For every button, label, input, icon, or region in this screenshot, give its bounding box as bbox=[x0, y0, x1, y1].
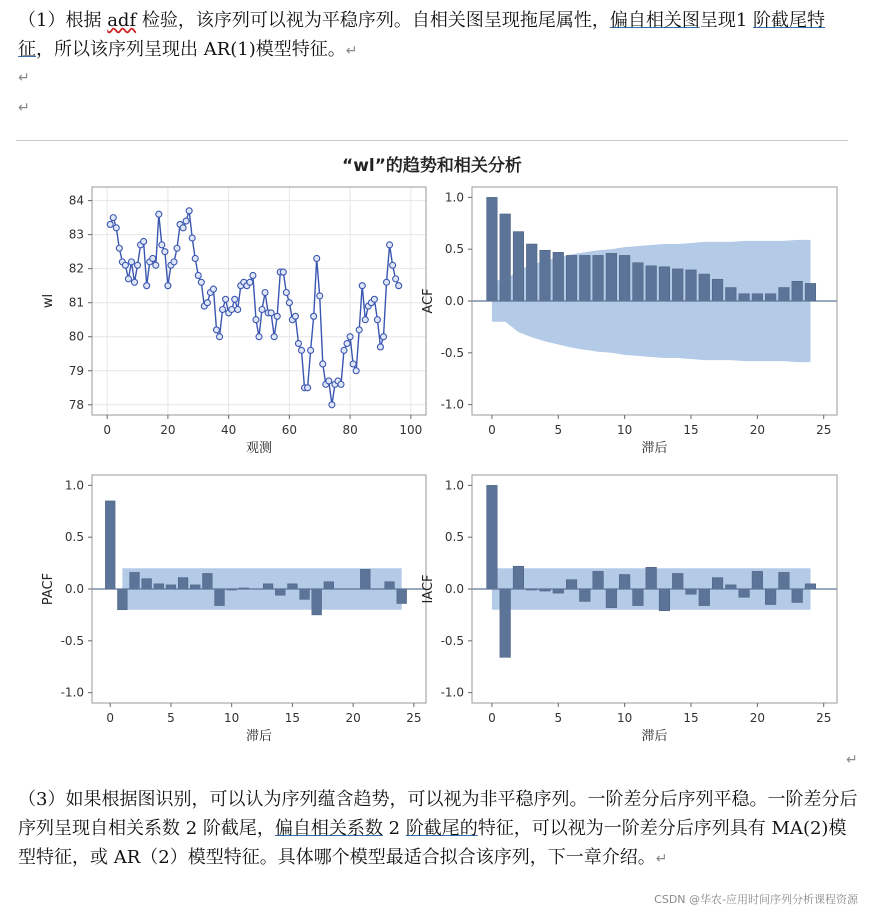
x-tick-label: 25 bbox=[406, 711, 422, 725]
paragraph-1-text-b: 检验，该序列可以视为平稳序列。自相关图呈现拖尾属性， bbox=[136, 10, 610, 31]
bar bbox=[487, 197, 498, 301]
data-point bbox=[344, 341, 350, 347]
underlined-term-pacf[interactable]: 偏自相关图 bbox=[609, 10, 700, 31]
bar bbox=[130, 572, 140, 589]
bar bbox=[385, 582, 395, 589]
data-point bbox=[305, 385, 311, 391]
data-point bbox=[198, 279, 204, 285]
paragraph-1-text-c: 呈现1 bbox=[699, 10, 754, 31]
data-point bbox=[162, 249, 168, 255]
bar bbox=[646, 266, 657, 301]
bar bbox=[513, 566, 524, 589]
bar bbox=[190, 585, 200, 589]
data-point bbox=[153, 262, 159, 268]
bar bbox=[263, 584, 273, 589]
x-axis-label: 滞后 bbox=[245, 729, 273, 744]
x-tick-label: 5 bbox=[554, 711, 563, 725]
bar bbox=[215, 589, 225, 606]
data-point bbox=[113, 225, 119, 231]
bar bbox=[779, 288, 790, 301]
return-mark: ↵ bbox=[18, 100, 30, 116]
data-point bbox=[317, 293, 323, 299]
bar bbox=[580, 589, 591, 601]
y-tick-label: 78 bbox=[68, 397, 84, 412]
bar bbox=[105, 501, 115, 589]
x-tick-label: 10 bbox=[616, 423, 633, 437]
data-point bbox=[210, 286, 216, 292]
data-point bbox=[341, 347, 347, 353]
data-point bbox=[183, 218, 189, 224]
data-point bbox=[329, 402, 335, 408]
data-point bbox=[253, 317, 259, 323]
y-tick-label: 1.0 bbox=[444, 190, 464, 205]
data-point bbox=[229, 307, 235, 313]
x-tick-label: 20 bbox=[345, 711, 361, 725]
data-point bbox=[320, 361, 326, 367]
bar bbox=[619, 574, 630, 589]
data-point bbox=[195, 272, 201, 278]
y-axis-label: PACF bbox=[41, 572, 56, 606]
y-axis-label: IACF bbox=[421, 574, 436, 604]
pacf-plot-panel bbox=[41, 475, 426, 744]
bar bbox=[699, 589, 710, 606]
bar bbox=[142, 579, 152, 589]
bar bbox=[779, 572, 790, 589]
paragraph-3-text-c: 特征，可以视为一阶差分后序列具有 MA(2)模型特征，或 AR（2）模型特征。具体哪个模型最适合拟合该序列，下一章介绍。 bbox=[18, 818, 847, 868]
data-point bbox=[132, 279, 138, 285]
data-point bbox=[122, 262, 128, 268]
data-point bbox=[347, 334, 353, 340]
bar bbox=[487, 485, 498, 589]
y-tick-label: -1.0 bbox=[60, 685, 84, 700]
data-point bbox=[235, 307, 241, 313]
bar bbox=[324, 582, 334, 589]
data-point bbox=[396, 283, 402, 289]
data-point bbox=[150, 255, 156, 261]
data-point bbox=[353, 368, 359, 374]
bar bbox=[397, 589, 407, 604]
bar bbox=[699, 274, 710, 301]
paragraph-3-text-b: 2 bbox=[382, 818, 406, 839]
data-point bbox=[141, 238, 147, 244]
x-tick-label: 0 bbox=[106, 711, 115, 725]
data-point bbox=[186, 208, 192, 214]
data-point bbox=[268, 310, 274, 316]
x-tick-label: 40 bbox=[220, 423, 237, 437]
data-point bbox=[350, 361, 356, 367]
x-tick-label: 60 bbox=[281, 423, 298, 437]
x-tick-label: 0 bbox=[488, 423, 496, 437]
bar bbox=[792, 589, 803, 602]
y-tick-label: 83 bbox=[68, 227, 84, 242]
bar bbox=[360, 569, 370, 589]
bar bbox=[526, 244, 537, 301]
data-point bbox=[256, 334, 262, 340]
bar bbox=[792, 281, 803, 301]
x-axis-label: 滞后 bbox=[641, 441, 668, 456]
return-mark: ↵ bbox=[655, 851, 668, 867]
data-point bbox=[295, 341, 301, 347]
y-tick-label: 0.0 bbox=[64, 582, 84, 596]
x-tick-label: 20 bbox=[749, 423, 766, 437]
data-point bbox=[384, 279, 390, 285]
data-point bbox=[338, 381, 344, 387]
data-point bbox=[283, 289, 289, 295]
y-tick-label: 79 bbox=[68, 363, 84, 378]
data-point bbox=[128, 259, 134, 265]
watermark: CSDN @华农-应用时间序列分析课程资源 bbox=[654, 893, 858, 906]
y-tick-label: 0.5 bbox=[444, 242, 464, 257]
x-tick-label: 20 bbox=[160, 423, 176, 437]
bar bbox=[686, 270, 697, 301]
bar bbox=[672, 269, 683, 301]
bar bbox=[300, 589, 310, 599]
data-point bbox=[144, 283, 150, 289]
data-point bbox=[362, 317, 368, 323]
y-tick-label: 0.5 bbox=[64, 530, 84, 545]
y-tick-label: 0.5 bbox=[444, 530, 464, 545]
bar bbox=[580, 255, 591, 301]
x-tick-label: 0 bbox=[488, 711, 496, 725]
x-tick-label: 25 bbox=[816, 423, 832, 437]
bar bbox=[203, 573, 213, 589]
x-tick-label: 10 bbox=[224, 711, 240, 725]
x-tick-label: 15 bbox=[284, 711, 301, 725]
y-tick-label: -0.5 bbox=[440, 633, 464, 648]
bar bbox=[805, 283, 816, 301]
data-point bbox=[326, 378, 332, 384]
bar bbox=[312, 589, 322, 615]
iacf-plot-panel bbox=[421, 475, 837, 744]
bar bbox=[672, 573, 683, 589]
return-mark: ↵ bbox=[846, 752, 858, 768]
x-tick-label: 10 bbox=[616, 711, 633, 725]
bar bbox=[513, 232, 524, 301]
bar bbox=[288, 584, 298, 589]
y-tick-label: 1.0 bbox=[64, 478, 84, 493]
data-point bbox=[213, 327, 219, 333]
bar bbox=[752, 571, 763, 589]
data-point bbox=[159, 242, 165, 248]
bar bbox=[712, 578, 723, 589]
data-point bbox=[223, 296, 229, 302]
bar bbox=[566, 580, 577, 589]
data-point bbox=[262, 289, 268, 295]
underlined-term-cutoff-2[interactable]: 阶截尾的 bbox=[405, 818, 478, 839]
data-point bbox=[220, 307, 226, 313]
bar bbox=[166, 585, 176, 589]
data-point bbox=[156, 211, 162, 217]
y-tick-label: 0.0 bbox=[444, 294, 464, 308]
x-tick-label: 80 bbox=[342, 423, 358, 437]
data-point bbox=[174, 245, 180, 251]
data-point bbox=[204, 300, 210, 306]
data-point bbox=[274, 313, 280, 319]
data-point bbox=[393, 276, 399, 282]
bar bbox=[739, 294, 750, 301]
data-point bbox=[292, 313, 298, 319]
data-point bbox=[356, 327, 362, 333]
bar bbox=[646, 567, 657, 589]
x-axis-label: 滞后 bbox=[641, 729, 668, 744]
paragraph-1-text-d: ，所以该序列呈现出 AR(1)模型特征。 bbox=[36, 39, 346, 60]
x-tick-label: 15 bbox=[683, 711, 699, 725]
x-tick-label: 25 bbox=[816, 711, 832, 725]
bar bbox=[553, 252, 564, 301]
data-point bbox=[377, 344, 383, 350]
y-tick-label: 84 bbox=[68, 193, 84, 208]
x-tick-label: 5 bbox=[554, 423, 563, 437]
data-point bbox=[359, 283, 365, 289]
bar bbox=[540, 250, 551, 301]
x-tick-label: 5 bbox=[167, 711, 175, 725]
figure-title: “wl”的趋势和相关分析 bbox=[342, 156, 522, 176]
data-point bbox=[135, 262, 141, 268]
data-point bbox=[107, 221, 113, 227]
y-tick-label: 81 bbox=[68, 295, 84, 310]
data-point bbox=[247, 279, 253, 285]
bar bbox=[752, 294, 763, 301]
data-point bbox=[217, 334, 223, 340]
data-point bbox=[371, 296, 377, 302]
data-point bbox=[110, 215, 116, 221]
series-plot-panel bbox=[41, 187, 426, 456]
y-tick-label: 80 bbox=[68, 329, 84, 344]
y-tick-label: -1.0 bbox=[440, 397, 464, 412]
bar bbox=[566, 255, 577, 301]
y-tick-label: -1.0 bbox=[440, 685, 464, 700]
data-point bbox=[189, 235, 195, 241]
data-point bbox=[192, 255, 198, 261]
bar bbox=[739, 589, 750, 597]
data-point bbox=[314, 255, 320, 261]
bar bbox=[686, 589, 697, 594]
data-point bbox=[286, 300, 292, 306]
data-point bbox=[116, 245, 122, 251]
data-point bbox=[232, 296, 238, 302]
bar bbox=[606, 253, 617, 301]
bar bbox=[633, 263, 644, 301]
spellcheck-word-adf: adf bbox=[107, 10, 137, 31]
data-point bbox=[387, 242, 393, 248]
data-point bbox=[171, 259, 177, 265]
bar bbox=[659, 267, 670, 301]
bar bbox=[805, 584, 816, 589]
bar bbox=[765, 294, 776, 301]
paragraph-1-text-a: （1）根据 bbox=[18, 10, 108, 31]
data-point bbox=[125, 276, 131, 282]
bar bbox=[553, 589, 564, 593]
bar bbox=[633, 589, 644, 606]
return-mark: ↵ bbox=[18, 70, 30, 86]
bar bbox=[500, 589, 511, 657]
data-point bbox=[259, 307, 265, 313]
bar bbox=[593, 255, 604, 301]
return-mark: ↵ bbox=[345, 43, 358, 59]
data-point bbox=[299, 347, 305, 353]
x-tick-label: 100 bbox=[399, 423, 423, 437]
bar bbox=[726, 585, 737, 589]
paragraph-3-text-a: （3）如果根据图识别，可以认为序列蕴含趋势，可以视为非平稳序列。一阶差分后序列平稳。一阶差分后序列呈现自相关系数 2 阶截尾， bbox=[18, 789, 858, 839]
y-tick-label: -0.5 bbox=[440, 345, 464, 360]
paragraph-1 bbox=[18, 6, 858, 66]
y-tick-label: 1.0 bbox=[444, 478, 464, 493]
bar bbox=[154, 584, 164, 589]
data-point bbox=[280, 269, 286, 275]
data-point bbox=[165, 283, 171, 289]
y-axis-label: ACF bbox=[421, 288, 436, 314]
bar bbox=[726, 288, 737, 301]
bar bbox=[178, 578, 188, 589]
data-point bbox=[374, 317, 380, 323]
trend-correlation-figure bbox=[16, 145, 848, 757]
data-point bbox=[250, 272, 256, 278]
x-tick-label: 20 bbox=[749, 711, 766, 725]
data-point bbox=[180, 225, 186, 231]
x-tick-label: 15 bbox=[683, 423, 699, 437]
data-point bbox=[311, 313, 317, 319]
paragraph-3 bbox=[18, 785, 858, 874]
acf-plot-panel bbox=[421, 187, 837, 456]
y-tick-label: -0.5 bbox=[60, 633, 84, 648]
data-point bbox=[390, 262, 396, 268]
bar bbox=[765, 589, 776, 605]
y-tick-label: 82 bbox=[68, 261, 84, 276]
y-axis-label: wl bbox=[41, 293, 56, 309]
section-divider bbox=[16, 140, 848, 141]
data-point bbox=[271, 334, 277, 340]
x-tick-label: 0 bbox=[103, 423, 112, 437]
bar bbox=[275, 589, 285, 595]
underlined-term-cutoff[interactable]: 阶截尾特征 bbox=[18, 10, 826, 60]
bar bbox=[500, 214, 511, 301]
underlined-term-pacf-coef[interactable]: 偏自相关系数 bbox=[274, 818, 383, 839]
x-axis-label: 观测 bbox=[245, 441, 273, 456]
data-point bbox=[308, 347, 314, 353]
bar bbox=[619, 255, 630, 301]
bar bbox=[593, 571, 604, 589]
data-point bbox=[380, 334, 386, 340]
bar bbox=[712, 279, 723, 301]
bar bbox=[606, 589, 617, 608]
bar bbox=[118, 589, 128, 610]
bar bbox=[659, 589, 670, 611]
y-tick-label: 0.0 bbox=[444, 582, 464, 596]
